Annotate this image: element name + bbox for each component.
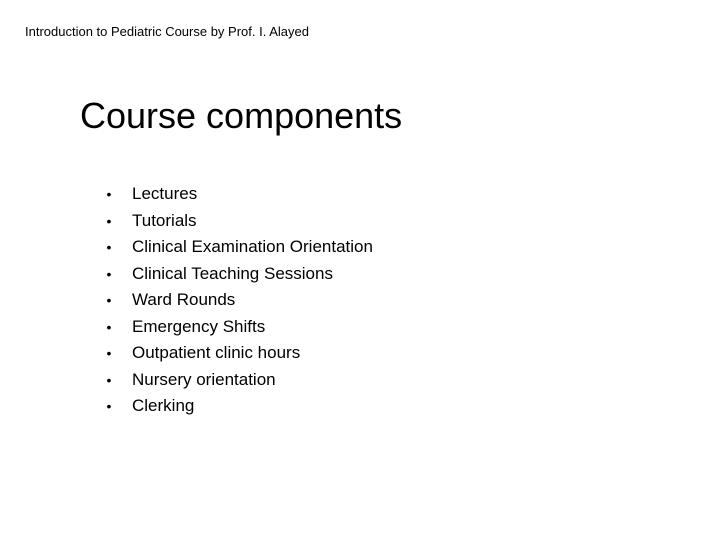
list-item-label: Clinical Teaching Sessions: [132, 263, 333, 283]
list-item-label: Clerking: [132, 396, 195, 416]
list-item: [86, 234, 373, 261]
list-item: [86, 314, 373, 341]
slide-title: Course components: [80, 95, 403, 136]
bullet-icon: •: [106, 186, 112, 203]
list-item-label: Lectures: [132, 184, 198, 204]
list-item-label: Nursery orientation: [132, 369, 276, 389]
list-item: [86, 340, 373, 367]
list-item-label: Clinical Examination Orientation: [132, 237, 373, 257]
bullet-icon: •: [106, 398, 112, 415]
bullet-icon: •: [106, 212, 112, 229]
list-item-label: Ward Rounds: [132, 290, 236, 310]
bullet-icon: •: [106, 371, 112, 388]
header-note: Introduction to Pediatric Course by Prof. I. Alayed: [25, 24, 309, 39]
list-item: [86, 261, 373, 288]
list-item: [86, 393, 373, 420]
list-item: [86, 367, 373, 394]
bullet-icon: •: [106, 239, 112, 256]
list-item: [86, 181, 373, 208]
list-item-label: Emergency Shifts: [132, 316, 266, 336]
list-item-label: Outpatient clinic hours: [132, 343, 301, 363]
list-item: [86, 287, 373, 314]
bullet-icon: •: [106, 265, 112, 282]
course-components-list: [86, 181, 373, 420]
list-item: [86, 208, 373, 235]
list-item-label: Tutorials: [132, 210, 197, 230]
bullet-icon: •: [106, 345, 112, 362]
bullet-icon: •: [106, 318, 112, 335]
bullet-icon: •: [106, 292, 112, 309]
